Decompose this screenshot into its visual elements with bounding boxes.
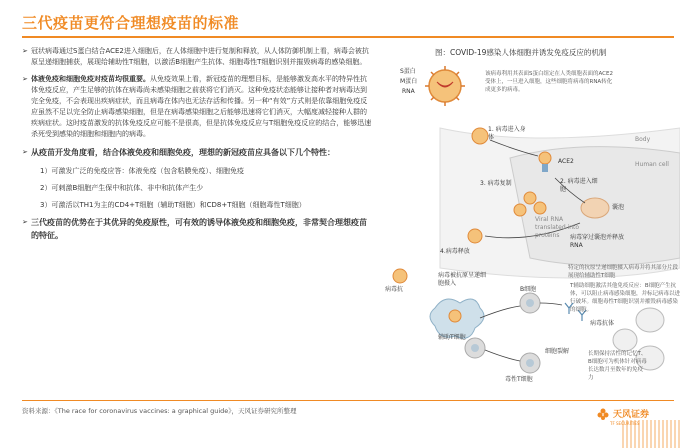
label-intro: 该病毒利用其表面S蛋白组定在人类细胞表面的ACE2受体上，一旦进入细胞，这些细胞将病毒的RNA转化成更多的病毒。 — [485, 71, 613, 93]
label-viral-rna: Viral RNA translated into proteins — [535, 216, 580, 239]
label-intro2: 特定的抗原呈递细胞摄入病毒并将其部分片段展现给辅助性T细胞 — [568, 265, 679, 279]
brand-logo — [596, 402, 649, 426]
arrow-bullet-icon: ➢ — [22, 148, 28, 156]
feature-3: 3）可激活以TH1为主的CD4+T细胞（辅助T细胞）和CD8+T细胞（细胞毒性T细胞） — [40, 201, 306, 209]
arrow-bullet-icon: ➢ — [22, 47, 28, 55]
logo-subtext: TF SECURITIES — [610, 421, 640, 426]
antigen-presenting-cell-icon — [430, 299, 484, 338]
pathogen-virus-icon — [393, 269, 407, 283]
logo-flower-icon — [596, 407, 610, 421]
text-column — [22, 46, 372, 248]
paragraph-1: ➢ 冠状病毒通过S蛋白结合ACE2进入细胞后，在人体细胞中进行复制和释放，从人体防御机制上看，病毒会被抗原呈递细胞捕获，展现给辅助性T细胞，以激活B细胞产生抗体、细胞毒性T细胞识别并摧毁病毒的感染细胞。 — [22, 47, 369, 66]
helper-t-cell-icon — [465, 338, 485, 358]
label-pathogen: 病毒抗 — [385, 286, 404, 293]
paragraph-2: ➢ 体液免疫和细胞免疫对疫苗均很重要。从免疫效果上看，新冠疫苗的理想目标，是能够激发高水平的特异性抗体免疫反应，产生足够的抗体在病毒尚未感染细胞之前获将它们消灭。这种免疫状态能够让接种者对病毒达到完全免疫，不会表现出疾病症状，而且病毒在体内也无法存活和传播。另一种“有效”方式则是依靠细胞免疫反应虽然不足以完全防止病毒感染细胞，但是在病毒感染细胞之后能够迅速将它们消灭，大幅度减轻接种人群的疾病症状。这时疫苗激发的抗体免疫反应可能不是很高，但是抗体免疫反应与T细胞免疫反应的结合，能够迅速杀死受到感染的细胞和细胞内的病毒。 — [22, 75, 372, 138]
label-memory: 长期保持活性的记忆T、B细胞可为机体针对病毒长达数月至数年的免疫力 — [588, 351, 647, 381]
virus-release-icon — [468, 229, 482, 243]
b-cell-icon — [520, 293, 540, 313]
paragraph-4: ➢ 三代疫苗的优势在于其优异的免疫原性，可有效的诱导体液免疫和细胞免疫，非常契合理想疫苗的特征。 — [22, 218, 367, 240]
label-cytotoxic-t: 毒性T细胞 — [505, 376, 533, 383]
title-divider — [22, 36, 674, 38]
footer-divider — [22, 400, 674, 401]
label-step2: 2. 病毒进入细胞 — [560, 178, 598, 193]
arrow-bullet-icon: ➢ — [22, 75, 28, 83]
label-body: Body — [635, 136, 651, 143]
label-apc: 病毒被抗原呈递细胞摄入 — [438, 272, 487, 287]
label-step1: 1. 病毒进入身体 — [488, 126, 526, 141]
label-antibody: 病毒抗体 — [590, 320, 615, 327]
source-note: 资料来源：《The race for coronavirus vaccines: a graphical guide》，天风证券研究所整理 — [22, 407, 297, 415]
label-human-cell: Human cell — [635, 161, 669, 168]
virus-large-icon — [425, 66, 465, 106]
paragraph-3: ➢ 从疫苗开发角度看，结合体液免疫和细胞免疫，理想的新冠疫苗应具备以下几个特性： — [22, 148, 335, 157]
feature-2: 2）可刺激B细胞产生保中和抗体、非中和抗体产生少 — [40, 184, 204, 192]
cytotoxic-t-cell-icon — [520, 353, 540, 373]
arrow-bullet-icon: ➢ — [22, 218, 28, 226]
label-s-protein: S蛋白 — [400, 68, 416, 75]
diagram-graphic — [380, 58, 680, 388]
vesicle-icon — [581, 198, 609, 218]
feature-1: 1）可激发广泛的免疫应答：体液免疫（包含粘膜免疫）、细胞免疫 — [40, 167, 244, 175]
label-cell-lysis: 细胞裂解 — [545, 348, 570, 355]
infection-diagram — [380, 58, 680, 388]
page-title: 三代疫苗更符合理想疫苗的标准 — [22, 14, 240, 32]
label-rna: RNA — [402, 88, 415, 95]
label-step4: 4.病毒释放 — [440, 248, 470, 255]
label-helper-t: 辅助T细胞 — [438, 334, 466, 341]
label-vesicle: 囊泡 — [612, 204, 625, 211]
logo-text: 天风证券 — [613, 410, 650, 420]
virus-entering-icon — [472, 128, 488, 144]
label-m-protein: M蛋白 — [400, 78, 418, 85]
label-b-cell: B细胞 — [520, 286, 537, 293]
label-step3: 3. 病毒复制 — [480, 180, 512, 187]
label-rna-release: 病毒穿过囊泡并释放RNA — [570, 234, 625, 249]
label-helper-activation: T辅助细胞激活其他免疫反应：B细胞产生抗体，可以阻止病毒感染细胞，并标记病毒以进行破坏。细胞毒性T细胞识别并摧毁病毒感染的细胞。 — [570, 283, 681, 313]
figure-caption: 图：COVID-19感染人体细胞并诱发免疫反应的机制 — [435, 48, 607, 57]
label-ace2: ACE2 — [558, 158, 574, 165]
